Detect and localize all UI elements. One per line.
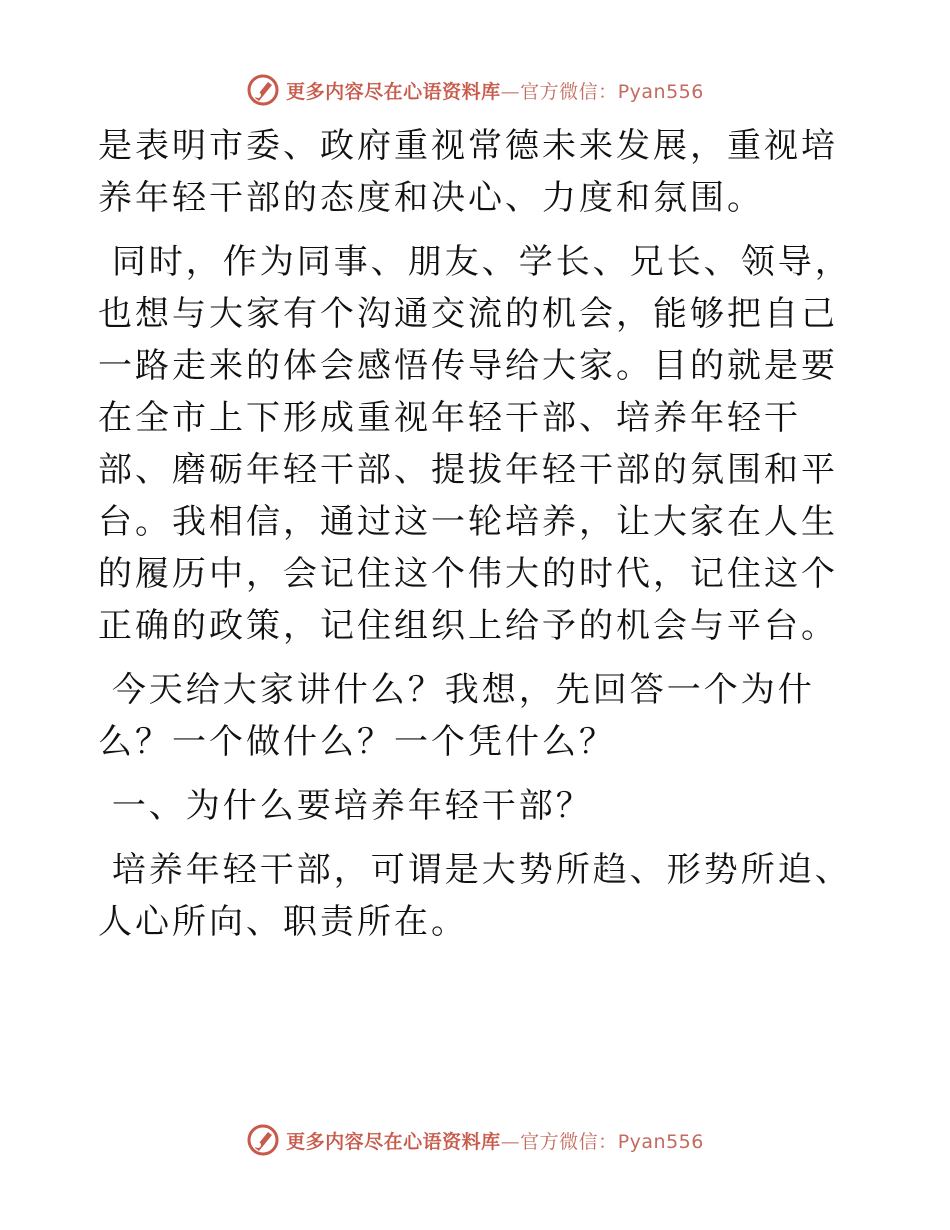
watermark-text: 更多内容尽在心语资料库—官方微信：Pyan556 [286,80,704,103]
pen-logo-icon [246,73,280,107]
section-heading: 一、为什么要培养年轻干部？ [98,786,593,826]
document-body [98,120,858,960]
pen-logo-icon [246,1123,280,1157]
paragraph: 是表明市委、政府重视常德未来发展，重视培养年轻干部的态度和决心、力度和氛围。 [98,126,838,218]
paragraph: 同时，作为同事、朋友、学长、兄长、领导，也想与大家有个沟通交流的机会，能够把自己一路走来的体会感悟传导给大家。目的就是要在全市上下形成重视年轻干部、培养年轻干部、磨砺年轻干部、提拔年轻干部的氛围和平台。我相信，通过这一轮培养，让大家在人生的履历中，会记住这个伟大的时代，记住这个正确的政策，记住组织上给予的机会与平台。 [98,242,852,646]
watermark-text: 更多内容尽在心语资料库—官方微信：Pyan556 [286,1130,704,1153]
header-watermark [0,70,950,110]
paragraph: 今天给大家讲什么？我想，先回答一个为什么？一个做什么？一个凭什么？ [98,670,815,762]
paragraph: 培养年轻干部，可谓是大势所趋、形势所迫、人心所向、职责所在。 [98,850,852,942]
footer-watermark [0,1120,950,1160]
